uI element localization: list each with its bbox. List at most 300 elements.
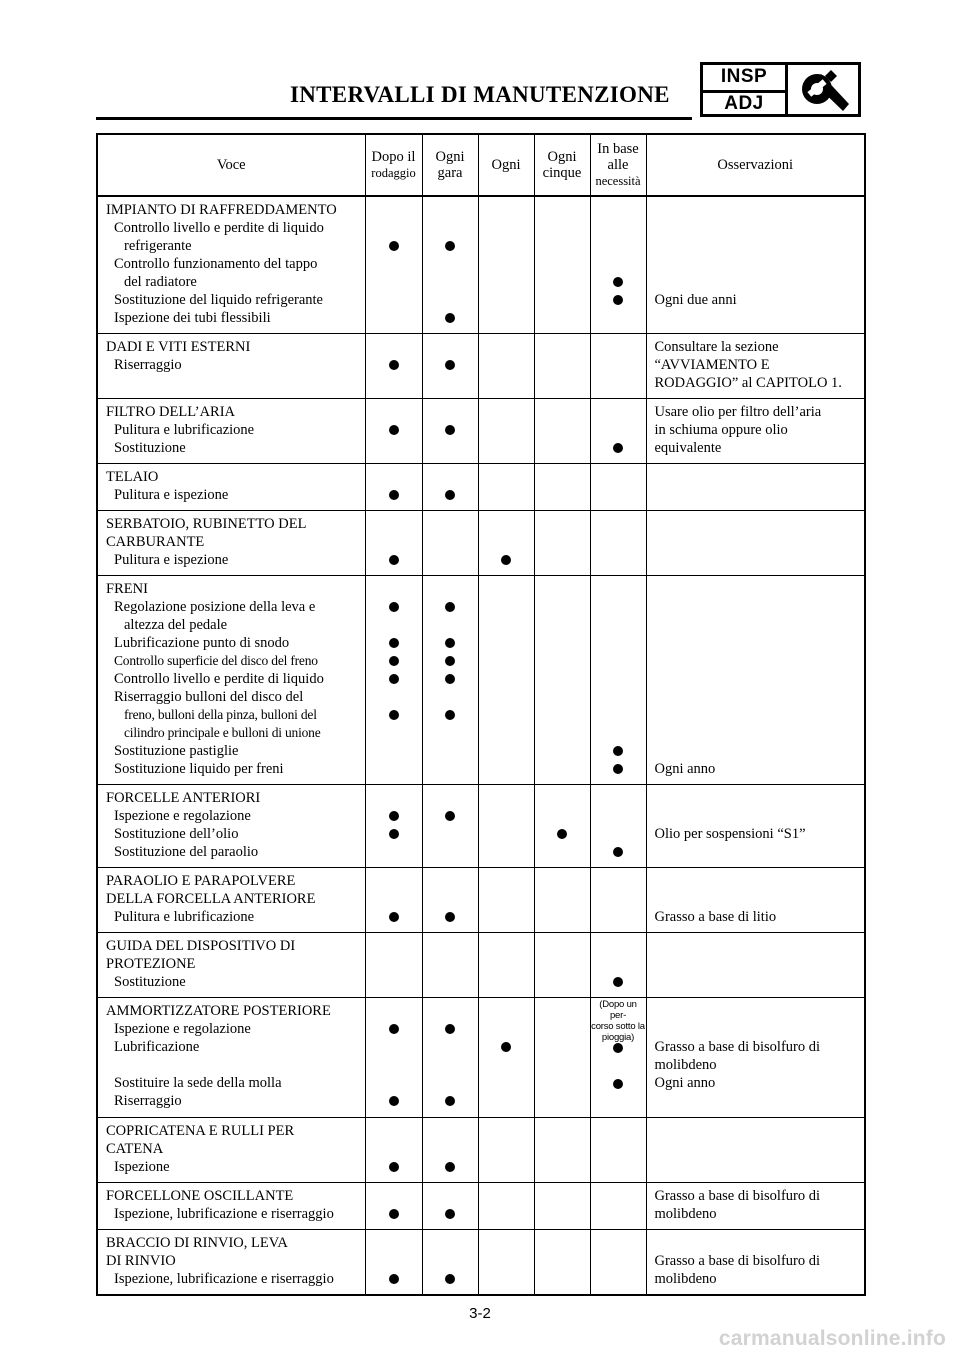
dopo-rodaggio-cell bbox=[365, 399, 422, 464]
dopo-rodaggio-cell bbox=[365, 464, 422, 511]
item-operation: Sostituzione bbox=[114, 440, 186, 456]
osservazioni-cell bbox=[646, 998, 865, 1118]
filled-dot-icon bbox=[445, 602, 455, 612]
item-operation: refrigerante bbox=[124, 238, 192, 254]
interval-mark bbox=[535, 201, 590, 219]
item-heading: DI RINVIO bbox=[106, 1253, 176, 1269]
interval-mark bbox=[479, 937, 534, 955]
interval-mark bbox=[479, 825, 534, 843]
col-dopo-rodaggio bbox=[365, 134, 422, 196]
interval-mark bbox=[479, 1056, 534, 1074]
interval-mark bbox=[479, 598, 534, 616]
interval-mark bbox=[366, 403, 422, 421]
interval-mark bbox=[535, 374, 590, 392]
interval-mark bbox=[366, 789, 422, 807]
remark-text: molibdeno bbox=[654, 1206, 717, 1222]
ogni-gara-cell bbox=[422, 1183, 478, 1230]
interval-mark bbox=[366, 807, 422, 825]
interval-mark bbox=[423, 724, 478, 742]
ogni-cell bbox=[478, 868, 534, 933]
interval-mark bbox=[366, 533, 422, 551]
remark-text: Olio per sospensioni “S1” bbox=[654, 826, 806, 842]
item-heading: FILTRO DELL’ARIA bbox=[106, 404, 236, 420]
interval-mark bbox=[366, 616, 422, 634]
page-number: 3-2 bbox=[469, 1305, 491, 1322]
voce-cell bbox=[97, 933, 365, 998]
interval-mark bbox=[535, 1038, 590, 1056]
rain-note-line: (Dopo un per- bbox=[599, 999, 637, 1021]
table-row bbox=[97, 1118, 865, 1183]
remark-text: equivalente bbox=[654, 440, 722, 456]
osservazioni-cell bbox=[646, 399, 865, 464]
filled-dot-icon bbox=[445, 1274, 455, 1284]
interval-mark bbox=[479, 1122, 534, 1140]
filled-dot-icon bbox=[613, 1079, 623, 1089]
interval-mark bbox=[366, 356, 422, 374]
remark-text bbox=[647, 580, 865, 598]
interval-mark bbox=[479, 1252, 534, 1270]
filled-dot-icon bbox=[389, 1096, 399, 1106]
interval-mark bbox=[479, 634, 534, 652]
dopo-rodaggio-cell bbox=[365, 785, 422, 868]
item-operation: Riserraggio bbox=[114, 357, 182, 373]
interval-mark bbox=[366, 255, 422, 273]
interval-mark bbox=[423, 937, 478, 955]
interval-mark bbox=[591, 551, 646, 569]
interval-mark bbox=[535, 616, 590, 634]
ogni-cell bbox=[478, 933, 534, 998]
item-heading: AMMORTIZZATORE POSTERIORE bbox=[106, 1003, 331, 1019]
item-operation: freno, bulloni della pinza, bulloni del bbox=[124, 707, 317, 722]
interval-mark bbox=[535, 973, 590, 991]
item-operation: Sostituzione dell’olio bbox=[114, 826, 239, 842]
item-operation: Ispezione, lubrificazione e riserraggio bbox=[114, 1206, 334, 1222]
in-base-cell bbox=[590, 1118, 646, 1183]
table-row bbox=[97, 576, 865, 785]
interval-mark bbox=[591, 890, 646, 908]
interval-mark bbox=[535, 403, 590, 421]
ogni-cell bbox=[478, 1230, 534, 1296]
interval-mark bbox=[423, 255, 478, 273]
interval-mark bbox=[366, 598, 422, 616]
filled-dot-icon bbox=[445, 313, 455, 323]
dopo-rodaggio-cell bbox=[365, 196, 422, 334]
dopo-rodaggio-cell bbox=[365, 1230, 422, 1296]
remark-text bbox=[647, 551, 865, 569]
item-operation: Controllo funzionamento del tappo bbox=[114, 256, 318, 272]
col-osservazioni-label: Osservazioni bbox=[717, 157, 794, 173]
filled-dot-icon bbox=[389, 811, 399, 821]
item-heading: GUIDA DEL DISPOSITIVO DI bbox=[106, 938, 296, 954]
interval-mark bbox=[479, 273, 534, 291]
interval-mark bbox=[591, 742, 646, 760]
osservazioni-cell bbox=[646, 1118, 865, 1183]
filled-dot-icon bbox=[389, 1209, 399, 1219]
remark-text bbox=[647, 973, 865, 991]
interval-mark bbox=[535, 760, 590, 778]
interval-mark bbox=[591, 634, 646, 652]
item-heading: PARAOLIO E PARAPOLVERE bbox=[106, 873, 296, 889]
voce-cell bbox=[97, 785, 365, 868]
interval-mark bbox=[366, 825, 422, 843]
remark-text bbox=[647, 789, 865, 807]
interval-mark bbox=[479, 908, 534, 926]
interval-mark bbox=[423, 486, 478, 504]
ogni-cinque-cell bbox=[534, 933, 590, 998]
filled-dot-icon bbox=[389, 241, 399, 251]
badge-divider-vertical bbox=[785, 65, 788, 114]
item-operation: Controllo superficie del disco del freno bbox=[114, 653, 318, 668]
interval-mark bbox=[423, 807, 478, 825]
remark-text: Grasso a base di litio bbox=[654, 909, 777, 925]
interval-mark bbox=[423, 825, 478, 843]
interval-mark bbox=[423, 1252, 478, 1270]
interval-mark bbox=[366, 670, 422, 688]
col-in-base-alle-necessita bbox=[590, 134, 646, 196]
filled-dot-icon bbox=[389, 1274, 399, 1284]
col-gara-label: gara bbox=[437, 165, 463, 181]
interval-mark bbox=[535, 1020, 590, 1038]
osservazioni-cell bbox=[646, 1230, 865, 1296]
interval-mark bbox=[423, 908, 478, 926]
interval-mark bbox=[366, 955, 422, 973]
filled-dot-icon bbox=[445, 425, 455, 435]
interval-mark bbox=[479, 616, 534, 634]
interval-mark bbox=[535, 273, 590, 291]
interval-mark bbox=[423, 1074, 478, 1092]
interval-mark bbox=[591, 201, 646, 219]
interval-mark bbox=[479, 1187, 534, 1205]
interval-mark bbox=[366, 1056, 422, 1074]
in-base-cell bbox=[590, 334, 646, 399]
interval-mark bbox=[591, 1234, 646, 1252]
filled-dot-icon bbox=[613, 277, 623, 287]
interval-mark bbox=[366, 291, 422, 309]
filled-dot-icon bbox=[613, 746, 623, 756]
filled-dot-icon bbox=[389, 425, 399, 435]
remark-text bbox=[647, 309, 865, 327]
interval-mark bbox=[366, 652, 422, 670]
interval-mark bbox=[366, 634, 422, 652]
item-operation: Pulitura e lubrificazione bbox=[114, 909, 255, 925]
remark-text bbox=[647, 515, 865, 533]
remark-text bbox=[647, 1122, 865, 1140]
interval-mark bbox=[366, 309, 422, 327]
in-base-cell bbox=[590, 785, 646, 868]
col-osservazioni bbox=[646, 134, 865, 196]
filled-dot-icon bbox=[389, 1162, 399, 1172]
interval-mark bbox=[366, 1234, 422, 1252]
remark-text bbox=[647, 533, 865, 551]
filled-dot-icon bbox=[389, 360, 399, 370]
table-row bbox=[97, 1183, 865, 1230]
remark-text bbox=[647, 742, 865, 760]
interval-mark bbox=[591, 1187, 646, 1205]
interval-mark bbox=[479, 1270, 534, 1288]
col-ogni-gara bbox=[422, 134, 478, 196]
interval-mark bbox=[423, 670, 478, 688]
interval-mark bbox=[535, 1205, 590, 1223]
table-row bbox=[97, 196, 865, 334]
interval-mark bbox=[479, 760, 534, 778]
ogni-cell bbox=[478, 576, 534, 785]
filled-dot-icon bbox=[557, 829, 567, 839]
interval-mark bbox=[366, 1252, 422, 1270]
interval-mark bbox=[423, 309, 478, 327]
interval-mark bbox=[535, 652, 590, 670]
interval-mark bbox=[591, 973, 646, 991]
remark-text: Usare olio per filtro dell’aria bbox=[654, 404, 822, 420]
interval-mark bbox=[366, 439, 422, 457]
interval-mark bbox=[366, 872, 422, 890]
item-operation: Riserraggio bulloni del disco del bbox=[114, 689, 304, 705]
interval-mark bbox=[591, 374, 646, 392]
interval-mark bbox=[479, 291, 534, 309]
interval-mark bbox=[591, 486, 646, 504]
ogni-cell bbox=[478, 998, 534, 1118]
interval-mark bbox=[366, 468, 422, 486]
item-operation: Lubrificazione bbox=[114, 1039, 200, 1055]
interval-mark bbox=[479, 706, 534, 724]
interval-mark bbox=[479, 1020, 534, 1038]
interval-mark bbox=[479, 219, 534, 237]
interval-mark bbox=[535, 356, 590, 374]
interval-mark bbox=[479, 486, 534, 504]
col-dopo-label: Dopo il bbox=[371, 149, 416, 165]
interval-mark bbox=[423, 374, 478, 392]
interval-mark bbox=[423, 1140, 478, 1158]
remark-text: in schiuma oppure olio bbox=[654, 422, 788, 438]
interval-mark bbox=[423, 1158, 478, 1176]
remark-text bbox=[647, 955, 865, 973]
col-necessita-label: necessità bbox=[595, 174, 641, 188]
item-operation: Pulitura e ispezione bbox=[114, 552, 229, 568]
interval-mark bbox=[535, 688, 590, 706]
remark-text bbox=[647, 201, 865, 219]
voce-cell bbox=[97, 464, 365, 511]
interval-mark bbox=[366, 843, 422, 861]
interval-mark bbox=[535, 807, 590, 825]
ogni-cell bbox=[478, 399, 534, 464]
filled-dot-icon bbox=[445, 656, 455, 666]
interval-mark bbox=[479, 1205, 534, 1223]
interval-mark bbox=[423, 1122, 478, 1140]
item-heading: DADI E VITI ESTERNI bbox=[106, 339, 251, 355]
interval-mark bbox=[423, 1038, 478, 1056]
interval-mark bbox=[423, 1205, 478, 1223]
interval-mark bbox=[366, 338, 422, 356]
voce-cell bbox=[97, 334, 365, 399]
interval-mark bbox=[591, 760, 646, 778]
ogni-cell bbox=[478, 196, 534, 334]
interval-mark bbox=[591, 291, 646, 309]
ogni-cinque-cell bbox=[534, 1230, 590, 1296]
interval-mark bbox=[591, 789, 646, 807]
filled-dot-icon bbox=[445, 710, 455, 720]
interval-mark bbox=[535, 1140, 590, 1158]
remark-text bbox=[647, 890, 865, 908]
interval-mark bbox=[423, 403, 478, 421]
filled-dot-icon bbox=[445, 1162, 455, 1172]
page-title: INTERVALLI DI MANUTENZIONE bbox=[290, 82, 670, 107]
interval-mark bbox=[479, 1234, 534, 1252]
interval-mark bbox=[423, 580, 478, 598]
interval-mark bbox=[535, 890, 590, 908]
table-row bbox=[97, 998, 865, 1118]
remark-text: Grasso a base di bisolfuro di bbox=[654, 1253, 821, 1269]
interval-mark bbox=[479, 872, 534, 890]
interval-mark bbox=[591, 1158, 646, 1176]
interval-mark bbox=[479, 468, 534, 486]
interval-mark bbox=[535, 908, 590, 926]
item-operation: Riserraggio bbox=[114, 1093, 182, 1109]
interval-mark bbox=[366, 724, 422, 742]
interval-mark bbox=[535, 580, 590, 598]
interval-mark bbox=[366, 1038, 422, 1056]
interval-mark bbox=[366, 760, 422, 778]
item-heading: SERBATOIO, RUBINETTO DEL bbox=[106, 516, 307, 532]
interval-mark bbox=[366, 486, 422, 504]
dopo-rodaggio-cell bbox=[365, 1118, 422, 1183]
item-operation: Sostituire la sede della molla bbox=[114, 1075, 282, 1091]
item-operation: Controllo livello e perdite di liquido bbox=[114, 671, 324, 687]
table-row bbox=[97, 1230, 865, 1296]
remark-text: Ogni due anni bbox=[654, 292, 737, 308]
item-heading bbox=[98, 1056, 365, 1074]
interval-mark bbox=[366, 973, 422, 991]
interval-mark bbox=[535, 439, 590, 457]
item-operation: Sostituzione bbox=[114, 974, 186, 990]
interval-mark bbox=[591, 515, 646, 533]
remark-text bbox=[647, 1234, 865, 1252]
interval-mark bbox=[591, 670, 646, 688]
interval-mark bbox=[535, 843, 590, 861]
interval-mark bbox=[479, 1074, 534, 1092]
interval-mark bbox=[366, 688, 422, 706]
remark-text bbox=[647, 688, 865, 706]
remark-text bbox=[647, 468, 865, 486]
interval-mark bbox=[479, 309, 534, 327]
interval-mark bbox=[366, 1140, 422, 1158]
item-operation: Ispezione dei tubi flessibili bbox=[114, 310, 271, 326]
ogni-cinque-cell bbox=[534, 196, 590, 334]
interval-mark bbox=[591, 338, 646, 356]
item-operation: Ispezione bbox=[114, 1159, 170, 1175]
interval-mark bbox=[479, 421, 534, 439]
voce-cell bbox=[97, 511, 365, 576]
interval-mark bbox=[535, 1122, 590, 1140]
interval-mark bbox=[535, 533, 590, 551]
voce-cell bbox=[97, 998, 365, 1118]
interval-mark bbox=[591, 255, 646, 273]
in-base-cell bbox=[590, 933, 646, 998]
interval-mark bbox=[366, 374, 422, 392]
interval-mark bbox=[591, 219, 646, 237]
interval-mark bbox=[535, 219, 590, 237]
interval-mark bbox=[479, 1092, 534, 1110]
interval-mark bbox=[479, 1140, 534, 1158]
interval-mark bbox=[366, 1092, 422, 1110]
filled-dot-icon bbox=[613, 977, 623, 987]
interval-mark bbox=[479, 356, 534, 374]
interval-mark bbox=[535, 1234, 590, 1252]
interval-mark bbox=[591, 1252, 646, 1270]
interval-mark bbox=[479, 652, 534, 670]
table-row bbox=[97, 399, 865, 464]
interval-mark bbox=[591, 843, 646, 861]
interval-mark bbox=[366, 219, 422, 237]
dopo-rodaggio-cell bbox=[365, 576, 422, 785]
interval-mark bbox=[423, 742, 478, 760]
interval-mark bbox=[366, 1270, 422, 1288]
col-ogni2-label: Ogni bbox=[491, 157, 521, 173]
interval-mark bbox=[423, 1187, 478, 1205]
item-operation: Ispezione e regolazione bbox=[114, 1021, 251, 1037]
filled-dot-icon bbox=[501, 1042, 511, 1052]
item-operation: Pulitura e lubrificazione bbox=[114, 422, 255, 438]
interval-mark bbox=[366, 937, 422, 955]
table-row bbox=[97, 464, 865, 511]
interval-mark bbox=[423, 439, 478, 457]
interval-mark bbox=[366, 1205, 422, 1223]
item-heading: TELAIO bbox=[106, 469, 159, 485]
ogni-gara-cell bbox=[422, 511, 478, 576]
osservazioni-cell bbox=[646, 1183, 865, 1230]
ogni-gara-cell bbox=[422, 464, 478, 511]
ogni-cinque-cell bbox=[534, 1183, 590, 1230]
rain-note-line: corso sotto la bbox=[591, 1021, 645, 1032]
in-base-cell bbox=[590, 464, 646, 511]
ogni-cinque-cell bbox=[534, 464, 590, 511]
interval-mark bbox=[535, 338, 590, 356]
interval-mark bbox=[366, 551, 422, 569]
interval-mark bbox=[479, 1038, 534, 1056]
remark-text: molibdeno bbox=[654, 1057, 717, 1073]
interval-mark bbox=[423, 237, 478, 255]
interval-mark bbox=[535, 1187, 590, 1205]
voce-cell bbox=[97, 399, 365, 464]
filled-dot-icon bbox=[445, 360, 455, 370]
interval-mark bbox=[535, 872, 590, 890]
table-row bbox=[97, 334, 865, 399]
interval-mark bbox=[591, 580, 646, 598]
interval-mark bbox=[423, 1002, 478, 1020]
interval-mark bbox=[366, 201, 422, 219]
interval-mark bbox=[423, 634, 478, 652]
filled-dot-icon bbox=[445, 811, 455, 821]
filled-dot-icon bbox=[389, 490, 399, 500]
remark-text bbox=[647, 807, 865, 825]
ogni-cinque-cell bbox=[534, 334, 590, 399]
filled-dot-icon bbox=[389, 912, 399, 922]
badge-adj-label: ADJ bbox=[724, 93, 764, 114]
interval-mark bbox=[423, 421, 478, 439]
interval-mark bbox=[423, 616, 478, 634]
remark-text bbox=[647, 486, 865, 504]
interval-mark bbox=[423, 598, 478, 616]
remark-text bbox=[647, 670, 865, 688]
interval-mark bbox=[479, 1158, 534, 1176]
filled-dot-icon bbox=[445, 638, 455, 648]
item-operation: Sostituzione del paraolio bbox=[114, 844, 259, 860]
item-operation: del radiatore bbox=[124, 274, 197, 290]
interval-mark bbox=[535, 1270, 590, 1288]
dopo-rodaggio-cell bbox=[365, 1183, 422, 1230]
remark-text bbox=[647, 872, 865, 890]
remark-text bbox=[647, 273, 865, 291]
remark-text bbox=[647, 255, 865, 273]
item-operation: Ispezione e regolazione bbox=[114, 808, 251, 824]
